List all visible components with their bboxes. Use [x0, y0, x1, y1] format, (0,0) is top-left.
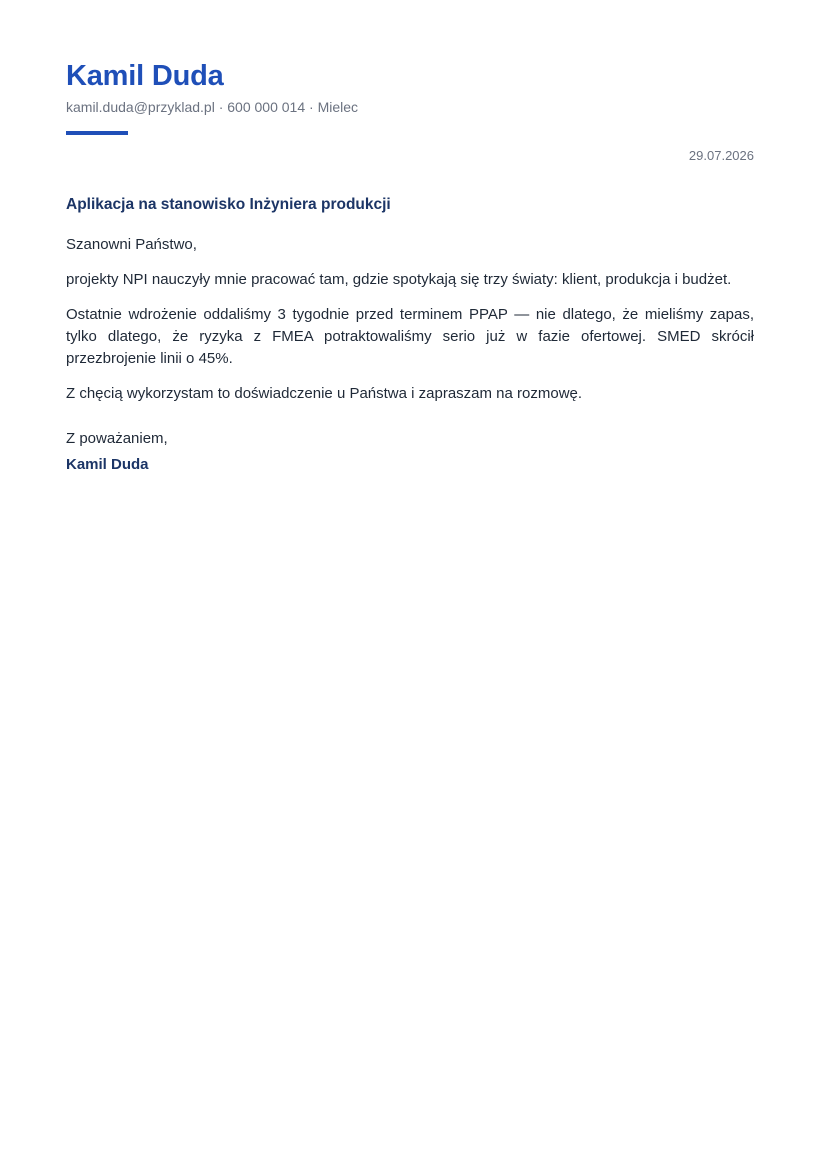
letter-paragraph: Z chęcią wykorzystam to doświadczenie u Państwa i zapraszam na rozmowę.: [66, 385, 583, 402]
letter-subject: Aplikacja na stanowisko Inżyniera produkcji: [66, 196, 391, 213]
letter-paragraph: Ostatnie wdrożenie oddaliśmy 3 tygodnie przed terminem PPAP — nie dlatego, że mieliśmy zapas, tylko dlatego, że ryzyka z FMEA potraktowaliśmy serio już w fazie ofertowej. SMED skrócił przezbrojenie linii o 45%.: [66, 306, 754, 367]
letter-date: 29.07.2026: [688, 148, 754, 163]
letter-body: [66, 234, 754, 418]
sender-name: Kamil Duda: [66, 60, 224, 92]
header-accent-divider: [66, 131, 128, 135]
letter-greeting: Szanowni Państwo,: [66, 236, 197, 253]
letter-signature: Kamil Duda: [66, 456, 149, 473]
sender-contact-line: kamil.duda@przyklad.pl · 600 000 014 · Mielec: [66, 99, 359, 115]
letter-closing: Z poważaniem,: [66, 430, 168, 447]
letter-paragraph: projekty NPI nauczyły mnie pracować tam, gdzie spotykają się trzy światy: klient, produkcja i budżet.: [66, 271, 732, 288]
